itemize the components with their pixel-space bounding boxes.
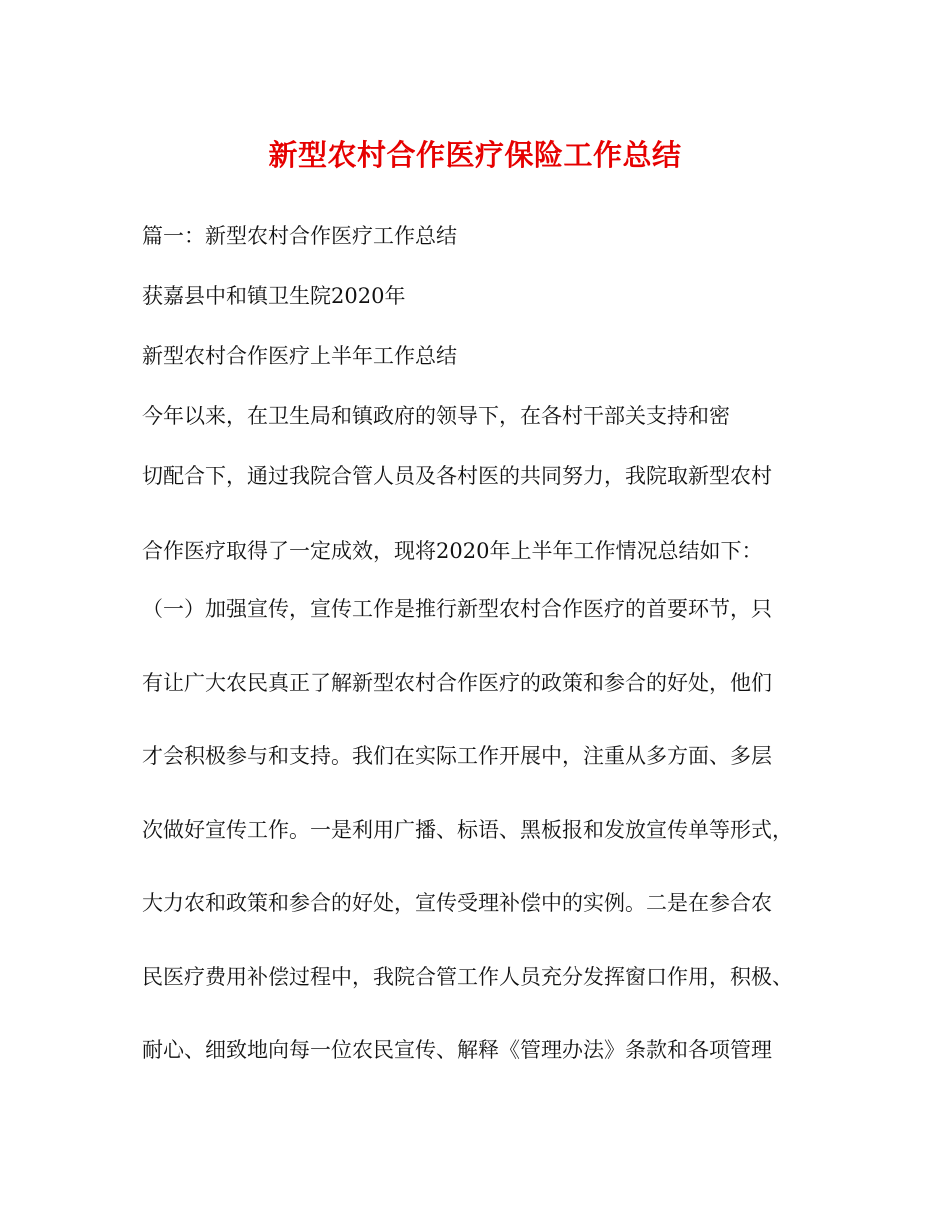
text-line: 民医疗费用补偿过程中，我院合管工作人员充分发挥窗口作用，积极、 (142, 965, 793, 989)
text-line: 次做好宣传工作。一是利用广播、标语、黑板报和发放宣传单等形式， (142, 818, 793, 842)
text-line: 篇一：新型农村合作医疗工作总结 (142, 224, 457, 248)
document-title: 新型农村合作医疗保险工作总结 (268, 138, 682, 172)
text-line: 耐心、细致地向每一位农民宣传、解释《管理办法》条款和各项管理 (142, 1038, 772, 1062)
text-line: 才会积极参与和支持。我们在实际工作开展中，注重从多方面、多层 (142, 744, 772, 768)
text-line: 切配合下，通过我院合管人员及各村医的共同努力，我院取新型农村 (142, 464, 772, 488)
text-line: 有让广大农民真正了解新型农村合作医疗的政策和参合的好处，他们 (142, 671, 772, 695)
text-line: 合作医疗取得了一定成效，现将2020年上半年工作情况总结如下： (142, 539, 763, 563)
text-line: 今年以来，在卫生局和镇政府的领导下，在各村干部关支持和密 (142, 404, 730, 428)
text-line: 新型农村合作医疗上半年工作总结 (142, 344, 457, 368)
text-line: 大力农和政策和参合的好处，宣传受理补偿中的实例。二是在参合农 (142, 891, 772, 915)
text-line: 获嘉县中和镇卫生院2020年 (142, 284, 406, 308)
text-line: （一）加强宣传，宣传工作是推行新型农村合作医疗的首要环节，只 (142, 597, 772, 621)
